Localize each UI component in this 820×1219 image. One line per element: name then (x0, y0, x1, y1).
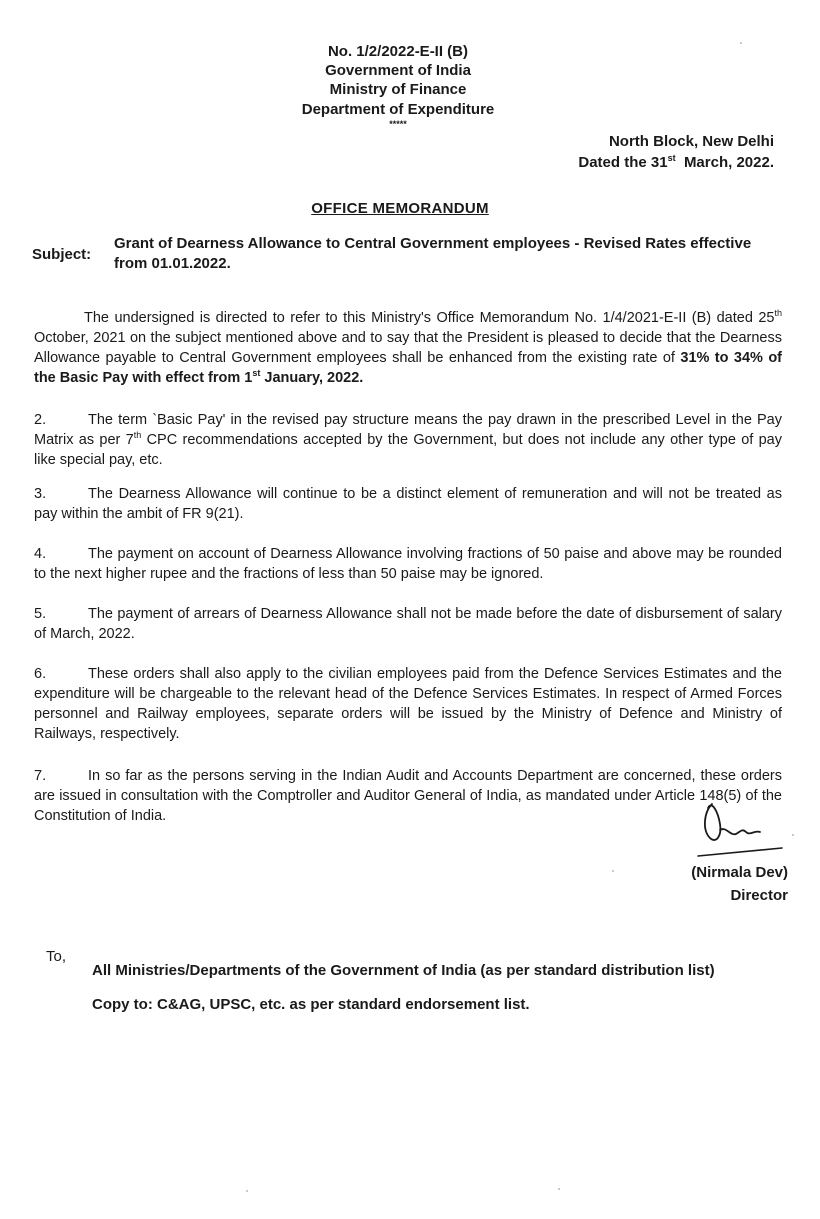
ministry-line: Ministry of Finance (329, 81, 467, 98)
p7-text: In so far as the persons serving in the Indian Audit and Accounts Department are concerned, these orders are issued in consultation with the Comptroller and Auditor General of India, as mandated under Article 148(5) of the Constitution of India. (34, 768, 782, 824)
p6-number: 6. (34, 666, 47, 682)
p1-bold-1: 31% to 34% of the Basic Pay with effect from 1 (34, 350, 783, 386)
p3-number: 3. (34, 486, 47, 502)
header-stars: ***** (389, 119, 407, 129)
date-prefix: Dated the 31 (578, 154, 668, 171)
p3-text: The Dearness Allowance will continue to be a distinct element of remuneration and will not be treated as pay within the ambit of FR 9(21). (34, 486, 782, 522)
place-line: North Block, New Delhi (608, 133, 774, 150)
p4-number: 4. (34, 546, 47, 562)
p2-number: 2. (34, 412, 47, 428)
signatory-name: (Nirmala Dev) (691, 864, 788, 881)
paragraph-5 (34, 604, 782, 644)
scan-speck (558, 1188, 560, 1190)
p2-text-b: CPC recommendations accepted by the Government, but does not include any other type of pay like special pay, etc. (34, 432, 782, 468)
paragraph-2 (34, 410, 782, 470)
paragraph-3 (34, 484, 782, 524)
recipients-line: All Ministries/Departments of the Government of India (as per standard distribution list) (92, 962, 715, 979)
p5-number: 5. (34, 606, 47, 622)
scan-speck (246, 1190, 248, 1192)
p1-sup-2: st (252, 368, 261, 379)
to-label: To, (46, 948, 67, 965)
department-line: Department of Expenditure (301, 101, 495, 118)
date-sup: st (667, 153, 676, 163)
p1-bold-2: January, 2022. (260, 370, 364, 386)
date-line (578, 153, 774, 173)
scan-speck (792, 834, 794, 836)
p1-sup-1: th (774, 308, 782, 319)
scan-speck (612, 870, 614, 872)
p6-text: These orders shall also apply to the civilian employees paid from the Defence Services Estimates and the expenditure will be chargeable to the relevant head of the Defence Services Estimates. In respect of Armed Forces personnel and Railway employees, separate orders will be issued by the Ministry of Defence and Ministry of Railways, respectively. (34, 666, 782, 742)
signatory-designation: Director (730, 887, 788, 904)
paragraph-7 (34, 766, 782, 826)
p2-sup: th (133, 430, 142, 441)
paragraph-4 (34, 544, 782, 584)
scan-speck (740, 42, 742, 44)
paragraph-6 (34, 664, 782, 744)
paragraph-1 (34, 308, 782, 388)
p1-text-a: The undersigned is directed to refer to this Ministry's Office Memorandum No. 1/4/2021-E-II (B) dated 25 (84, 310, 775, 326)
p1-text-b: October, 2021 on the subject mentioned above and to say that the President is pleased to decide that the Dearness Allowance payable to Central Government employees shall be enhanced from the existing rate of (34, 330, 782, 366)
subject-text: Grant of Dearness Allowance to Central Government employees - Revised Rates effective from 01.01.2022. (114, 235, 752, 272)
subject-label: Subject: (32, 246, 92, 263)
signature-image (690, 790, 800, 862)
file-number: No. 1/2/2022-E-II (B) (327, 43, 469, 60)
government-line: Government of India (325, 62, 471, 79)
memo-title: OFFICE MEMORANDUM (311, 200, 489, 217)
p4-text: The payment on account of Dearness Allowance involving fractions of 50 paise and above may be rounded to the next higher rupee and the fractions of less than 50 paise may be ignored. (34, 546, 782, 582)
p5-text: The payment of arrears of Dearness Allowance shall not be made before the date of disbursement of salary of March, 2022. (34, 606, 782, 642)
date-suffix: March, 2022. (683, 154, 774, 171)
p2-text-a: The term `Basic Pay' in the revised pay structure means the pay drawn in the prescribed Level in the Pay Matrix as per 7 (34, 412, 782, 448)
copy-to-line: Copy to: C&AG, UPSC, etc. as per standard endorsement list. (92, 996, 530, 1013)
p7-number: 7. (34, 768, 47, 784)
